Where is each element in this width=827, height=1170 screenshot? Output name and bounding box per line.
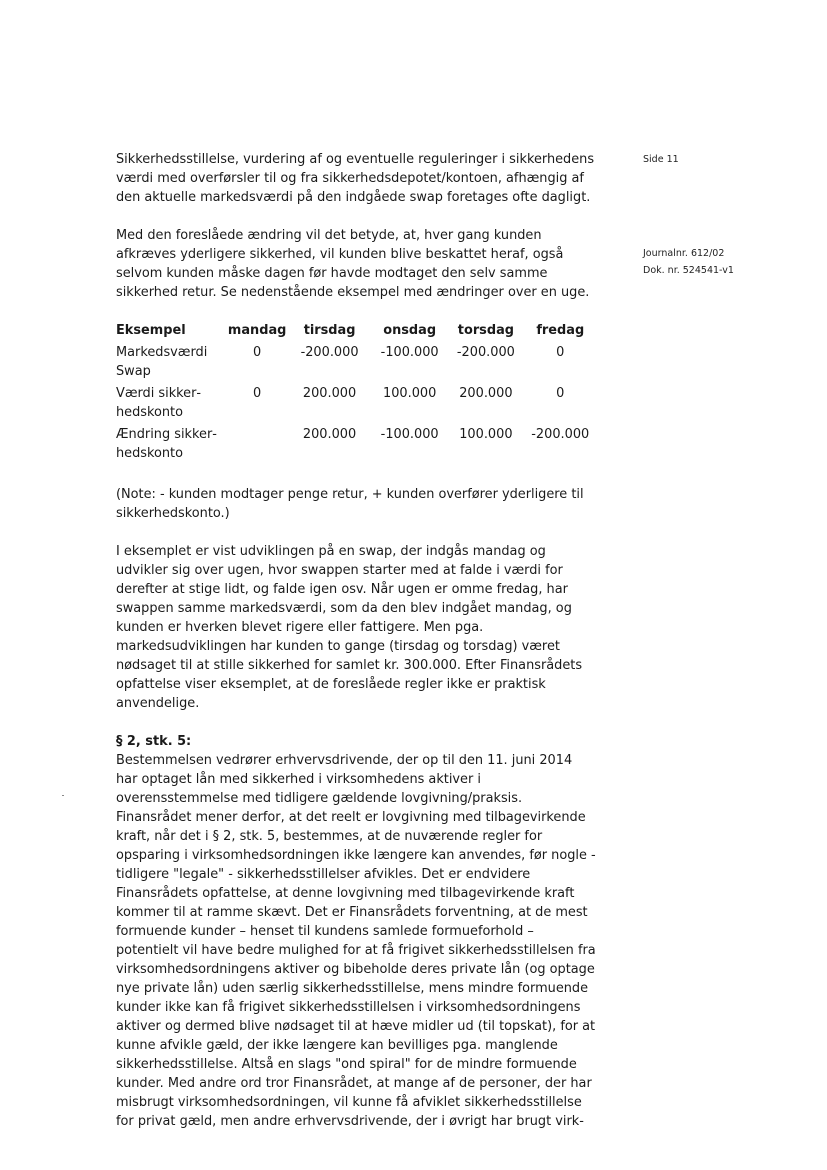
table-cell	[227, 425, 287, 466]
paragraph-example-explanation: I eksemplet er vist udviklingen på en swap, der indgås mandag og udvikler sig over ugen, hvor swappen starter med at falde i værdi for derefter at stige lidt, og falde igen osv. Når ugen er omme fredag, har swappen samme markedsværdi, som da den blev indgået mandag, og kunden er hverken blevet rigere eller fattigere. Men pga. markedsudviklingen har kunden to gange (tirsdag og torsdag) været nødsaget til at stille sikkerhed for samlet kr. 300.000. Efter Finansrådets opfattelse viser eksemplet, at de foreslåede regler ikke er praktisk anvendelige.	[116, 544, 583, 711]
table-cell: Ændring sikkerhedskonto	[116, 427, 217, 461]
document-number: Dok. nr. 524541-v1	[643, 265, 734, 276]
table-cell: 200.000	[459, 386, 513, 401]
table-cell: Markedsværdi Swap	[116, 345, 208, 379]
table-row	[116, 384, 596, 425]
table-header: Eksempel	[116, 323, 186, 338]
table-cell: 200.000	[302, 386, 357, 401]
table-header-row	[116, 321, 596, 343]
paragraph-proposed-change: Med den foreslåede ændring vil det betyde, at, hver gang kunden afkræves yderligere sikkerhed, vil kunden blive beskattet heraf, også selvom kunden måske dagen før havde modtaget den selv samme sikkerhed retur. Se nedenstående eksempel med ændringer over en uge.	[116, 228, 590, 300]
table-cell: -200.000	[456, 345, 515, 360]
table-header: fredag	[536, 323, 585, 338]
table-cell: -200.000	[300, 345, 359, 360]
table-cell: -100.000	[380, 345, 439, 360]
table-note: (Note: - kunden modtager penge retur, + kunden overfører yderligere til sikkerhedskonto.)	[116, 487, 584, 521]
table-cell: 0	[253, 345, 262, 360]
paragraph-collateral-valuation: Sikkerhedsstillelse, vurdering af og eventuelle reguleringer i sikkerhedens værdi med overførsler til og fra sikkerhedsdepotet/kontoen, afhængig af den aktuelle markedsværdi på den indgåede swap foretages ofte dagligt.	[116, 152, 595, 205]
table-header: onsdag	[383, 323, 437, 338]
scan-speck	[62, 795, 64, 796]
table-cell: 0	[556, 345, 565, 360]
table-header: tirsdag	[303, 323, 356, 338]
table-cell: 100.000	[459, 427, 513, 442]
table-cell: 100.000	[383, 386, 437, 401]
page-number: Side 11	[643, 154, 679, 165]
table-cell: -200.000	[531, 427, 590, 442]
table-header: torsdag	[457, 323, 514, 338]
table-row	[116, 343, 596, 384]
document-body	[116, 150, 596, 1131]
example-table	[116, 321, 596, 466]
paragraph-section-2-5: Bestemmelsen vedrører erhvervsdrivende, der op til den 11. juni 2014 har optaget lån med sikkerhed i virksomhedens aktiver i overensstemmelse med tidligere gældende lovgivning/praksis. Finansrådet mener derfor, at det reelt er lovgivning med tilbagevirkende kraft, når det i § 2, stk. 5, bestemmes, at de nuværende regler for opsparing i virksomhedsordningen ikke længere kan anvendes, før nogle - tidligere "legale" - sikkerhedsstillelser afvikles. Det er endvidere Finansrådets opfattelse, at denne lovgivning med tilbagevirkende kraft kommer til at ramme skævt. Det er Finansrådets forventning, at de mest formuende kunder – henset til kundens samlede formueforhold – potentielt vil have bedre mulighed for at få frigivet sikkerhedsstillelsen fra virksomhedsordningens aktiver og bibeholde deres private lån (og optage nye private lån) uden særlig sikkerhedsstillelse, mens mindre formuende kunder ikke kan få frigivet sikkerhedsstillelsen i virksomhedsordningens aktiver og dermed blive nødsaget til at hæve midler ud (til topskat), for at kunne afvikle gæld, der ikke længere kan bevilliges pga. manglende sikkerhedsstillelse. Altså en slags "ond spiral" for de mindre formuende kunder. Med andre ord tror Finansrådet, at mange af de personer, der har misbrugt virksomhedsordningen, vil kunne få afviklet sikkerhedsstillelse for privat gæld, men andre erhvervsdrivende, der i øvrigt har brugt virk-	[116, 753, 596, 1129]
table-cell: Værdi sikkerhedskonto	[116, 386, 202, 420]
table-cell: 0	[253, 386, 262, 401]
table-cell: -100.000	[380, 427, 439, 442]
table-row	[116, 425, 596, 466]
section-heading: § 2, stk. 5:	[116, 734, 192, 749]
table-header: mandag	[227, 323, 287, 338]
table-cell: 0	[556, 386, 565, 401]
journal-number: Journalnr. 612/02	[643, 248, 725, 259]
document-reference	[643, 245, 734, 279]
table-cell: 200.000	[302, 427, 357, 442]
